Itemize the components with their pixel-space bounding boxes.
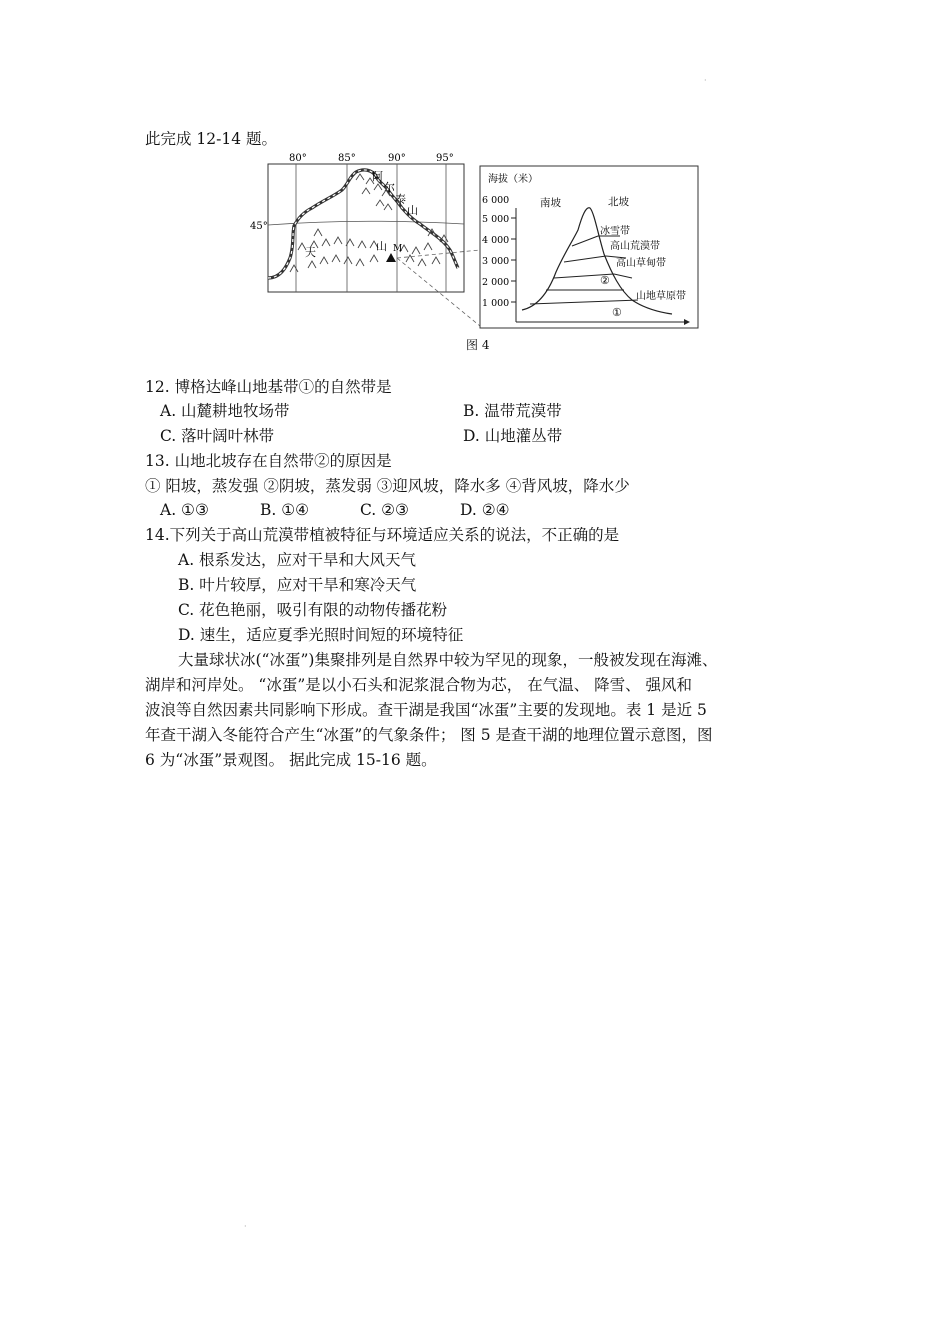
passage-line-4: 年查干湖入冬能符合产生“冰蛋”的气象条件； 图 5 是查干湖的地理位置示意图，图	[145, 726, 713, 744]
tianshan-label-1: 天	[305, 246, 316, 259]
intro-tail: 此完成 12-14 题。	[145, 130, 278, 148]
peak-label-m: M	[393, 244, 403, 254]
q13-items: ① 阳坡，蒸发强 ②阴坡，蒸发弱 ③迎风坡，降水多 ④背风坡，降水少	[145, 477, 630, 495]
altai-label-2: 尔	[384, 181, 395, 194]
q14-option-a: A. 根系发达，应对干旱和大风天气	[178, 551, 417, 569]
zone-alpine-desert: 高山荒漠带	[610, 241, 660, 252]
figure-4	[250, 150, 710, 335]
figure-caption: 图 4	[466, 338, 490, 352]
y-tick-5000: 5 000	[482, 214, 510, 225]
q13-option-a: A. ①③	[160, 501, 209, 519]
lon-label-95: 95°	[436, 153, 454, 164]
tianshan-label-2: 山	[376, 240, 387, 253]
lat-label-45: 45°	[250, 221, 268, 232]
altai-label-4: 山	[407, 204, 418, 217]
q12-option-d: D. 山地灌丛带	[463, 427, 563, 445]
map-panel	[250, 153, 464, 292]
zone-alpine-meadow: 高山草甸带	[616, 258, 666, 269]
peak-triangle	[386, 253, 396, 262]
q12-option-a: A. 山麓耕地牧场带	[160, 402, 290, 420]
zone-marker-1: ①	[612, 306, 622, 319]
q12-option-c: C. 落叶阔叶林带	[160, 427, 275, 445]
q14-stem: 14.下列关于高山荒漠带植被特征与环境适应关系的说法，不正确的是	[145, 526, 620, 544]
profile-panel	[480, 166, 698, 328]
lon-label-85: 85°	[338, 153, 356, 164]
q13-option-d: D. ②④	[460, 501, 510, 519]
zone-mountain-steppe: 山地草原带	[636, 291, 686, 302]
figure-4-svg	[250, 150, 710, 335]
zone-marker-2: ②	[600, 274, 610, 287]
y-tick-1000: 1 000	[482, 298, 510, 309]
q12-option-b: B. 温带荒漠带	[463, 402, 562, 420]
q14-option-b: B. 叶片较厚，应对干旱和寒冷天气	[178, 576, 417, 594]
q13-option-c: C. ②③	[360, 501, 409, 519]
y-tick-2000: 2 000	[482, 277, 510, 288]
y-tick-3000: 3 000	[482, 256, 510, 267]
passage-line-2: 湖岸和河岸处。 “冰蛋”是以小石头和泥浆混合物为芯， 在气温、 降雪、 强风和	[145, 676, 693, 694]
north-slope-label: 北坡	[608, 196, 629, 208]
passage-line-1: 大量球状冰(“冰蛋”)集聚排列是自然界中较为罕见的现象，一般被发现在海滩、	[178, 651, 718, 669]
q14-option-d: D. 速生，适应夏季光照时间短的环境特征	[178, 626, 464, 644]
passage-line-3: 波浪等自然因素共同影响下形成。查干湖是我国“冰蛋”主要的发现地。表 1 是近 5	[145, 701, 707, 719]
zone-ice-snow: 冰雪带	[600, 226, 630, 237]
passage-line-5: 6 为“冰蛋”景观图。 据此完成 15-16 题。	[145, 751, 437, 769]
altai-label-3: 泰	[395, 193, 406, 206]
y-tick-6000: 6 000	[482, 195, 510, 206]
page-mark-top: ·	[704, 76, 707, 85]
q12-stem: 12. 博格达峰山地基带①的自然带是	[145, 378, 392, 396]
lon-label-90: 90°	[388, 153, 406, 164]
y-axis-title: 海拔（米）	[488, 174, 538, 185]
south-slope-label: 南坡	[540, 197, 561, 209]
q13-stem: 13. 山地北坡存在自然带②的原因是	[145, 452, 392, 470]
lon-label-80: 80°	[289, 153, 307, 164]
q13-option-b: B. ①④	[260, 501, 310, 519]
y-tick-4000: 4 000	[482, 235, 510, 246]
altai-label-1: 阿	[372, 170, 383, 183]
page-mark-bottom: ·	[244, 1222, 247, 1231]
q14-option-c: C. 花色艳丽，吸引有限的动物传播花粉	[178, 601, 448, 619]
